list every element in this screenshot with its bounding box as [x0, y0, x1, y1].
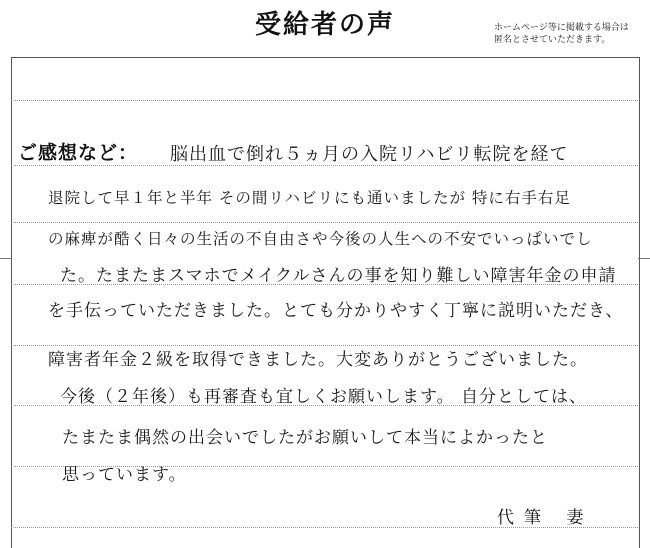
- fold-mark-right: [638, 258, 650, 259]
- handwritten-line-5: を手伝っていただきました。とても分かりやすく丁寧に説明いただき、: [48, 301, 624, 321]
- handwritten-line-4: た。たまたまスマホでメイクルさんの事を知り難しい障害年金の申請: [60, 266, 617, 286]
- handwritten-line-2: 退院して早１年と半年 その間リハビリにも通いましたが 特に右手右足: [48, 189, 571, 207]
- page-title: 受給者の声: [254, 10, 395, 40]
- handwritten-line-1: 脳出血で倒れ５ヵ月の入院リハビリ転院を経て: [170, 144, 569, 165]
- handwritten-line-9: 思っています。: [62, 465, 187, 485]
- impressions-label: ご感想など：: [18, 142, 139, 164]
- privacy-notice: [494, 22, 644, 46]
- ruled-line: [11, 100, 638, 101]
- privacy-notice-line-1: ホームページ等に掲載する場合は: [494, 23, 629, 33]
- fold-mark-left: [0, 258, 12, 259]
- handwritten-line-6: 障害者年金２級を取得できました。大変ありがとうございました。: [48, 350, 588, 370]
- privacy-notice-line-2: 匿名とさせていただきます。: [494, 35, 611, 45]
- handwritten-line-3: の麻痺が酷く日々の生活の不自由さや今後の人生への不安でいっぱいでし: [48, 230, 593, 248]
- ruled-line: [11, 222, 638, 223]
- handwritten-line-8: たまたま偶然の出会いでしたがお願いして本当によかったと: [62, 428, 548, 448]
- signature: 代筆 妻: [497, 508, 594, 528]
- handwritten-line-7: 今後（２年後）も再審査も宜しくお願いします。 自分としては、: [60, 387, 588, 407]
